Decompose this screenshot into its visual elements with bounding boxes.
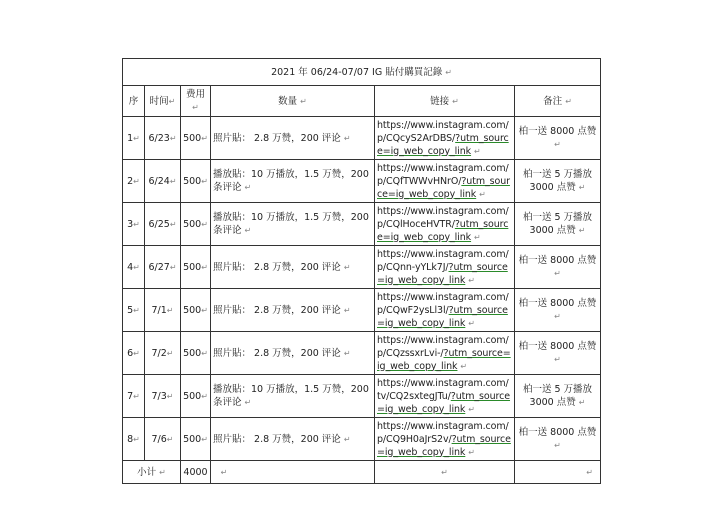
cell-note: 柏一送 5 万播放 3000 点赞 ↵: [515, 203, 601, 246]
link-url[interactable]: https://www.instagram.com/p/CQ9H0aJrS2v/: [377, 420, 509, 445]
cell-date: 7/3↵: [145, 375, 181, 418]
cell-seq: 6↵: [123, 332, 145, 375]
cell-seq: 8↵: [123, 418, 145, 461]
table-title: 2021 年 06/24-07/07 IG 貼付購買記錄 ↵: [123, 59, 601, 86]
table-row: [123, 160, 601, 203]
cell-qty: 照片貼： 2.8 万赞，200 评论 ↵: [211, 289, 375, 332]
total-value: 4000: [181, 461, 211, 484]
cell-date: 6/27↵: [145, 246, 181, 289]
cell-date: 6/24↵: [145, 160, 181, 203]
cell-seq: 3↵: [123, 203, 145, 246]
cell-link[interactable]: https://www.instagram.com/p/CQ9H0aJrS2v/?utm_source=ig_web_copy_link ↵: [375, 418, 515, 461]
purchase-record-table: [122, 58, 601, 484]
cell-seq: 5↵: [123, 289, 145, 332]
header-link: 链接 ↵: [375, 86, 515, 117]
link-utm[interactable]: ?utm_source=ig_web_copy_link: [377, 261, 508, 286]
link-url[interactable]: https://www.instagram.com/tv/CQ2sxtegJTu/: [377, 377, 509, 402]
cell-qty: 播放貼：10 万播放，1.5 万赞，200 条评论 ↵: [211, 160, 375, 203]
cell-qty: 播放貼：10 万播放，1.5 万赞，200 条评论 ↵: [211, 375, 375, 418]
cell-date: 7/1↵: [145, 289, 181, 332]
cell-date: 7/2↵: [145, 332, 181, 375]
cell-note: 柏一送 8000 点赞 ↵: [515, 246, 601, 289]
cell-qty: 播放貼：10 万播放，1.5 万赞，200 条评论 ↵: [211, 203, 375, 246]
cell-fee: 500↵: [181, 418, 211, 461]
cell-seq: 2↵: [123, 160, 145, 203]
link-utm[interactable]: ?utm_source=ig_web_copy_link: [377, 132, 509, 157]
link-utm[interactable]: ?utm_source=ig_web_copy_link: [377, 390, 511, 415]
link-utm[interactable]: ?utm_source=ig_web_copy_link: [377, 175, 510, 200]
cell-link[interactable]: https://www.instagram.com/p/CQnn-yYLk7J/?utm_source=ig_web_copy_link ↵: [375, 246, 515, 289]
link-url[interactable]: https://www.instagram.com/p/CQwF2ysLl3l/: [377, 291, 509, 316]
link-utm[interactable]: ?utm_source=ig_web_copy_link: [377, 433, 511, 458]
link-url[interactable]: https://www.instagram.com/p/CQfTWWvHNrO/: [377, 162, 509, 187]
link-utm[interactable]: ?utm_source=ig_web_copy_link: [377, 218, 509, 243]
cell-link[interactable]: https://www.instagram.com/p/CQwF2ysLl3l/?utm_source=ig_web_copy_link ↵: [375, 289, 515, 332]
table-row: [123, 332, 601, 375]
cell-note: 柏一送 5 万播放 3000 点赞 ↵: [515, 375, 601, 418]
cell-fee: 500↵: [181, 160, 211, 203]
cell-qty: 照片貼： 2.8 万赞，200 评论 ↵: [211, 332, 375, 375]
link-url[interactable]: https://www.instagram.com/p/CQnn-yYLk7J/: [377, 248, 509, 273]
total-label: 小计 ↵: [123, 461, 181, 484]
cell-link[interactable]: https://www.instagram.com/p/CQcyS2ArDBS/?utm_source=ig_web_copy_link ↵: [375, 117, 515, 160]
cell-qty: 照片貼： 2.8 万赞，200 评论 ↵: [211, 117, 375, 160]
cell-note: 柏一送 8000 点赞 ↵: [515, 418, 601, 461]
cell-link[interactable]: https://www.instagram.com/p/CQfTWWvHNrO/?utm_source=ig_web_copy_link ↵: [375, 160, 515, 203]
cell-qty: 照片貼： 2.8 万赞，200 评论 ↵: [211, 418, 375, 461]
cell-note: 柏一送 8000 点赞 ↵: [515, 289, 601, 332]
table-row: [123, 246, 601, 289]
header-qty: 数量 ↵: [211, 86, 375, 117]
cell-fee: 500↵: [181, 246, 211, 289]
header-seq: 序: [123, 86, 145, 117]
table-row: [123, 117, 601, 160]
cell-note: 柏一送 5 万播放 3000 点赞 ↵: [515, 160, 601, 203]
link-url[interactable]: https://www.instagram.com/p/CQlHoceHVTR/: [377, 205, 509, 230]
cell-link[interactable]: https://www.instagram.com/p/CQzssxrLvi-/?utm_source=ig_web_copy_link ↵: [375, 332, 515, 375]
cell-note: 柏一送 8000 点赞 ↵: [515, 117, 601, 160]
cell-fee: 500↵: [181, 375, 211, 418]
table-row: [123, 418, 601, 461]
link-utm[interactable]: ?utm_source=ig_web_copy_link: [377, 304, 508, 329]
cell-date: 6/25↵: [145, 203, 181, 246]
table-row: [123, 203, 601, 246]
cell-fee: 500↵: [181, 203, 211, 246]
header-fee: 费用↵: [181, 86, 211, 117]
total-empty-note: ↵: [515, 461, 601, 484]
total-empty-qty: ↵: [211, 461, 375, 484]
cell-fee: 500↵: [181, 332, 211, 375]
header-note: 备注 ↵: [515, 86, 601, 117]
cell-seq: 1↵: [123, 117, 145, 160]
link-url[interactable]: https://www.instagram.com/p/CQzssxrLvi-/: [377, 334, 509, 359]
cell-note: 柏一送 8000 点赞 ↵: [515, 332, 601, 375]
total-empty-link: ↵: [375, 461, 515, 484]
cell-fee: 500↵: [181, 117, 211, 160]
cell-qty: 照片貼： 2.8 万赞，200 评论 ↵: [211, 246, 375, 289]
header-time: 时间↵: [145, 86, 181, 117]
table-row: [123, 289, 601, 332]
cell-date: 6/23↵: [145, 117, 181, 160]
cell-seq: 7↵: [123, 375, 145, 418]
table-row: [123, 375, 601, 418]
cell-link[interactable]: https://www.instagram.com/p/CQlHoceHVTR/?utm_source=ig_web_copy_link ↵: [375, 203, 515, 246]
cell-link[interactable]: https://www.instagram.com/tv/CQ2sxtegJTu/?utm_source=ig_web_copy_link ↵: [375, 375, 515, 418]
cell-fee: 500↵: [181, 289, 211, 332]
total-row: [123, 461, 601, 484]
cell-seq: 4↵: [123, 246, 145, 289]
link-url[interactable]: https://www.instagram.com/p/CQcyS2ArDBS/: [377, 119, 509, 144]
cell-date: 7/6↵: [145, 418, 181, 461]
link-utm[interactable]: ?utm_source=ig_web_copy_link: [377, 347, 511, 372]
header-row: [123, 86, 601, 117]
